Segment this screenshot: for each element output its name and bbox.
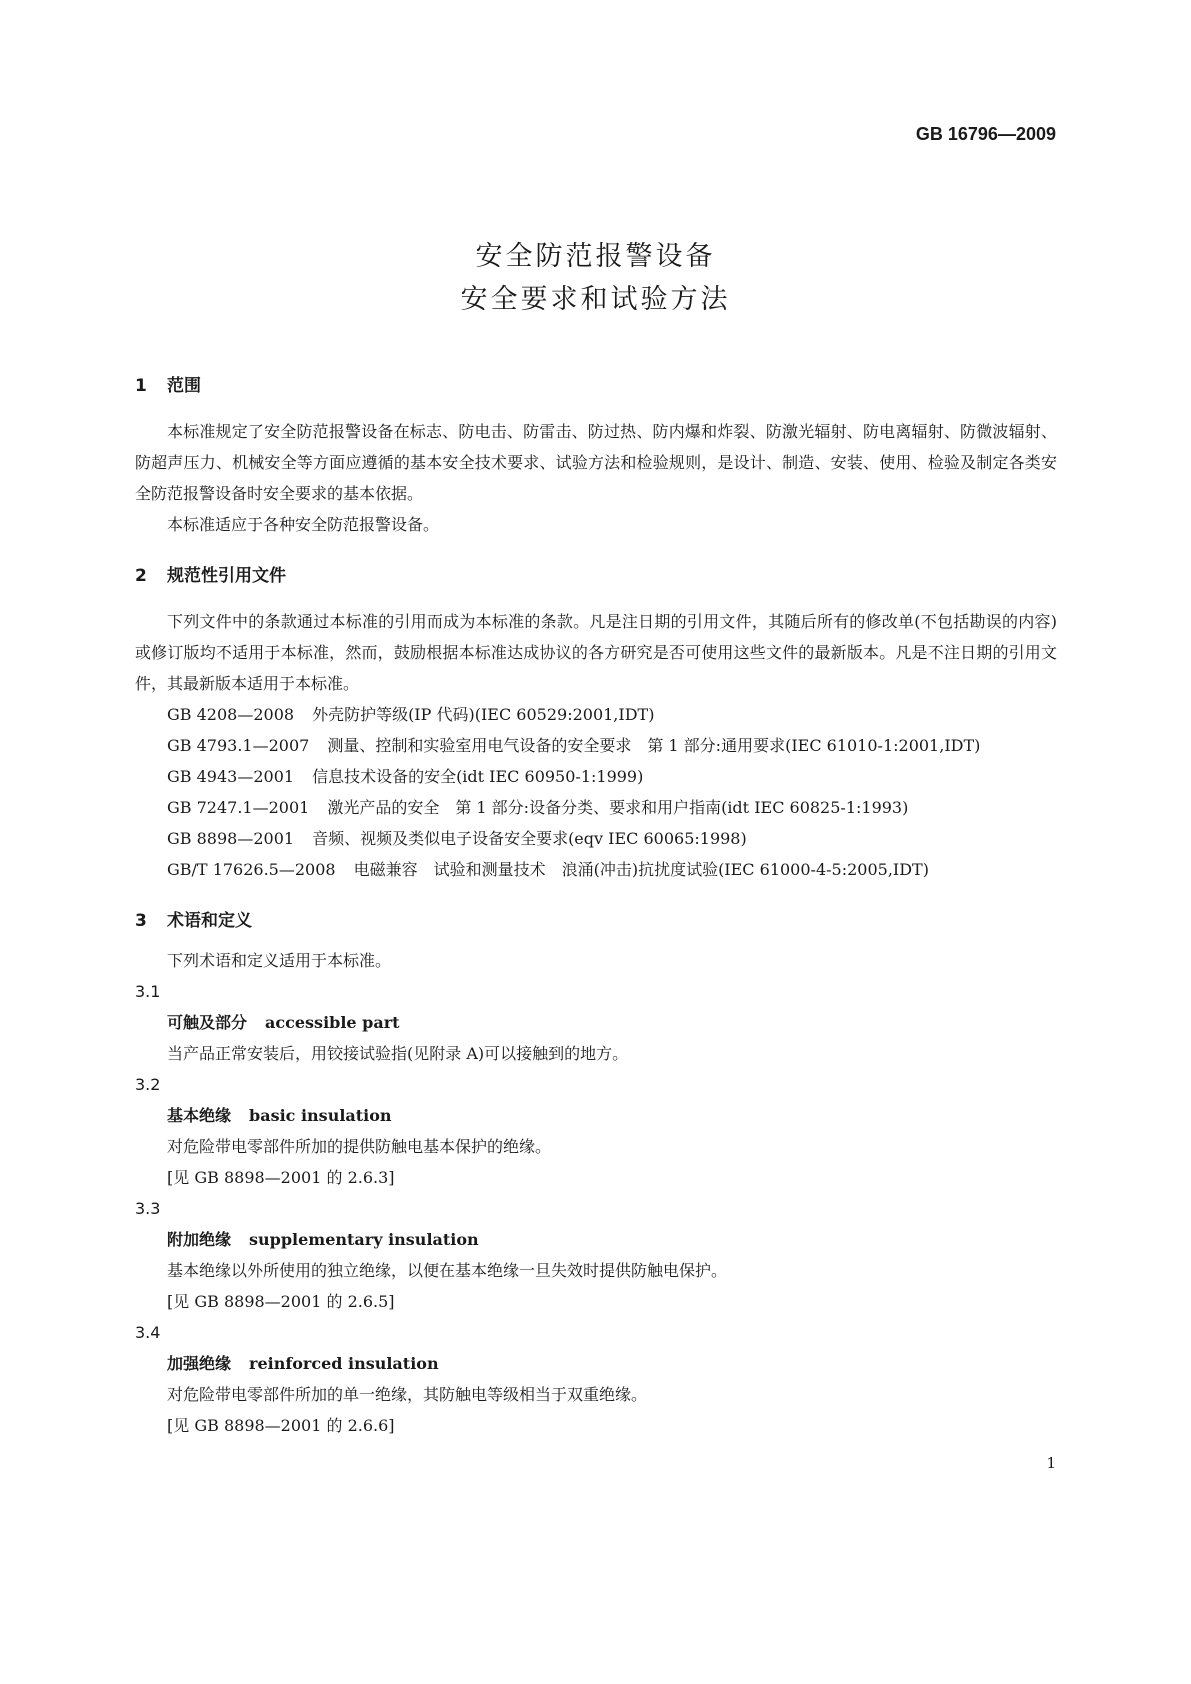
reference-code: GB 4943—2001 xyxy=(167,767,295,786)
document-body xyxy=(135,370,1057,1441)
reference-code: GB 4793.1—2007 xyxy=(167,736,310,755)
reference-title: 信息技术设备的安全(idt IEC 60950-1:1999) xyxy=(312,767,644,786)
section-title: 术语和定义 xyxy=(167,911,252,931)
term-definition: 当产品正常安装后，用铰接试验指(见附录 A)可以接触到的地方。 xyxy=(167,1044,629,1063)
document-title-line2: 安全要求和试验方法 xyxy=(460,284,731,315)
reference-item xyxy=(135,854,1057,885)
reference-code: GB 4208—2008 xyxy=(167,705,295,724)
reference-item xyxy=(135,699,1057,730)
term-source: [见 GB 8898—2001 的 2.6.3] xyxy=(167,1168,395,1187)
term-name-zh: 附加绝缘 xyxy=(167,1230,232,1249)
reference-title: 音频、视频及类似电子设备安全要求(eqv IEC 60065:1998) xyxy=(312,829,747,848)
term-source: [见 GB 8898—2001 的 2.6.6] xyxy=(167,1416,395,1435)
term-entry xyxy=(135,976,1057,1069)
term-name-zh: 加强绝缘 xyxy=(167,1354,232,1373)
reference-code: GB 7247.1—2001 xyxy=(167,798,310,817)
term-name xyxy=(135,1348,1057,1379)
document-code: GB 16796—2009 xyxy=(915,124,1056,144)
section-3-heading xyxy=(135,905,1057,937)
term-number: 3.1 xyxy=(135,982,161,1001)
term-entry xyxy=(135,1069,1057,1193)
document-title-line1: 安全防范报警设备 xyxy=(475,241,716,272)
reference-code: GB 8898—2001 xyxy=(167,829,295,848)
term-name-en: reinforced insulation xyxy=(249,1354,439,1373)
reference-item xyxy=(135,792,1057,823)
term-name-zh: 基本绝缘 xyxy=(167,1106,232,1125)
reference-title: 测量、控制和实验室用电气设备的安全要求 第 1 部分:通用要求(IEC 61010-1:2001,IDT) xyxy=(327,736,981,755)
term-name-zh: 可触及部分 xyxy=(167,1013,248,1032)
section-number: 1 xyxy=(135,376,147,396)
section-1-heading xyxy=(135,370,1057,402)
term-name-en: accessible part xyxy=(265,1013,400,1032)
section-title: 范围 xyxy=(167,376,201,396)
reference-item xyxy=(135,761,1057,792)
term-source: [见 GB 8898—2001 的 2.6.5] xyxy=(167,1292,395,1311)
term-definition: 对危险带电零部件所加的单一绝缘，其防触电等级相当于双重绝缘。 xyxy=(167,1385,648,1404)
reference-title: 外壳防护等级(IP 代码)(IEC 60529:2001,IDT) xyxy=(312,705,655,724)
reference-item xyxy=(135,823,1057,854)
reference-item xyxy=(135,730,1057,761)
term-number: 3.3 xyxy=(135,1199,161,1218)
section-number: 3 xyxy=(135,911,147,931)
section-title: 规范性引用文件 xyxy=(167,566,286,586)
terms-intro: 下列术语和定义适用于本标准。 xyxy=(167,951,392,970)
scope-paragraph-2: 本标准适应于各种安全防范报警设备。 xyxy=(167,515,440,534)
term-name-en: basic insulation xyxy=(249,1106,392,1125)
term-definition: 对危险带电零部件所加的提供防触电基本保护的绝缘。 xyxy=(167,1137,552,1156)
term-name xyxy=(135,1007,1057,1038)
page-number: 1 xyxy=(1046,1454,1056,1472)
term-entry xyxy=(135,1193,1057,1317)
reference-code: GB/T 17626.5—2008 xyxy=(167,860,336,879)
section-number: 2 xyxy=(135,566,147,586)
term-name xyxy=(135,1224,1057,1255)
section-2-heading xyxy=(135,560,1057,592)
scope-paragraph-1: 本标准规定了安全防范报警设备在标志、防电击、防雷击、防过热、防内爆和炸裂、防激光辐射、防电离辐射、防微波辐射、防超声压力、机械安全等方面应遵循的基本安全技术要求、试验方法和检验规则，是设计、制造、安装、使用、检验及制定各类安全防范报警设备时安全要求的基本依据。 xyxy=(135,422,1057,503)
reference-title: 激光产品的安全 第 1 部分:设备分类、要求和用户指南(idt IEC 60825-1:1993) xyxy=(327,798,909,817)
references-intro: 下列文件中的条款通过本标准的引用而成为本标准的条款。凡是注日期的引用文件，其随后所有的修改单(不包括勘误的内容)或修订版均不适用于本标准，然而，鼓励根据本标准达成协议的各方研究是否可使用这些文件的最新版本。凡是不注日期的引用文件，其最新版本适用于本标准。 xyxy=(135,612,1057,693)
term-number: 3.2 xyxy=(135,1075,161,1094)
term-entry xyxy=(135,1317,1057,1441)
term-definition: 基本绝缘以外所使用的独立绝缘，以便在基本绝缘一旦失效时提供防触电保护。 xyxy=(167,1261,728,1280)
term-name-en: supplementary insulation xyxy=(249,1230,479,1249)
term-number: 3.4 xyxy=(135,1323,161,1342)
term-name xyxy=(135,1100,1057,1131)
reference-title: 电磁兼容 试验和测量技术 浪涌(冲击)抗扰度试验(IEC 61000-4-5:2005,IDT) xyxy=(353,860,929,879)
